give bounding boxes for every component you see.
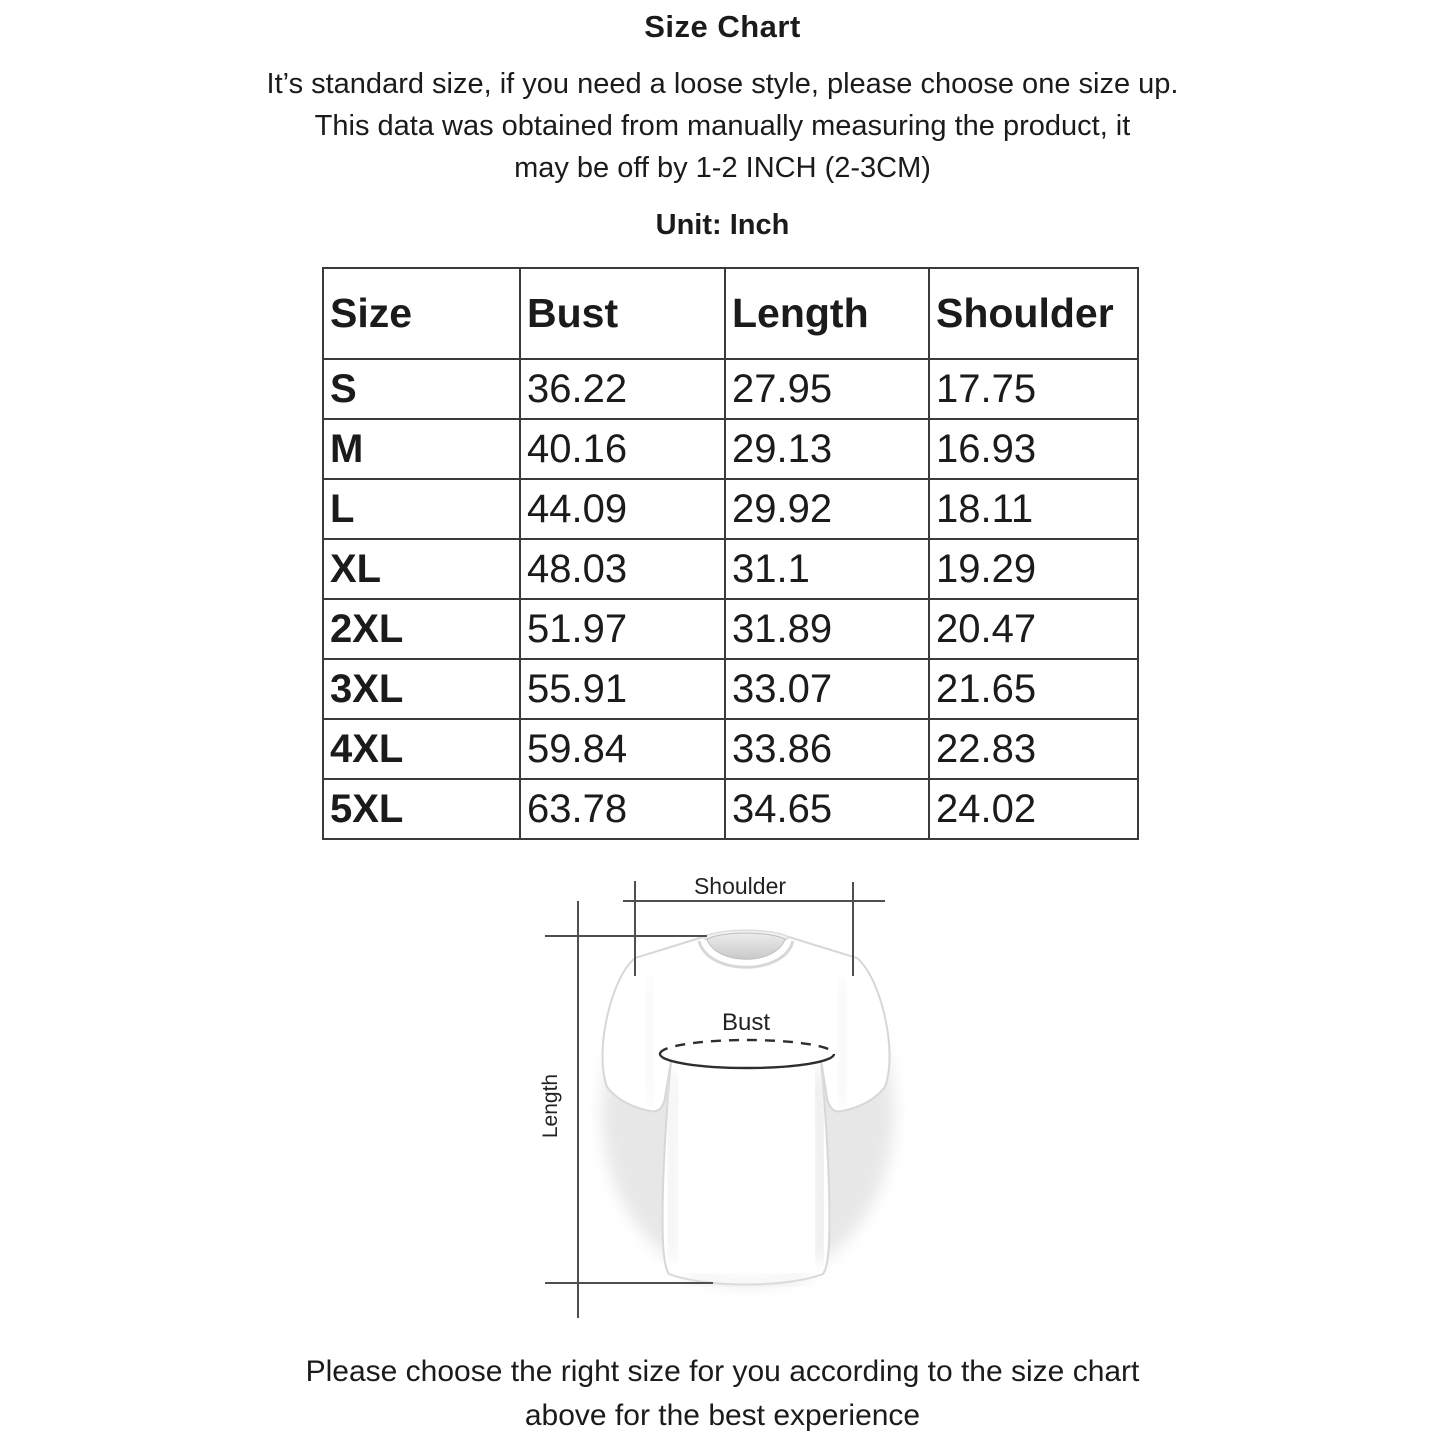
footer-note <box>0 1350 1445 1438</box>
unit-label: Unit: Inch <box>655 209 790 241</box>
table-row <box>323 539 1138 599</box>
page-title: Size Chart <box>644 9 801 44</box>
footer-line-1: Please choose the right size for you according to the size chart <box>305 1355 1140 1388</box>
table-header-row <box>323 268 1138 359</box>
length-cell: 33.07 <box>725 659 929 719</box>
table-row <box>323 419 1138 479</box>
bust-cell: 40.16 <box>520 419 725 479</box>
length-cell: 31.1 <box>725 539 929 599</box>
disclaimer-line-1: It’s standard size, if you need a loose style, please choose one size up. <box>266 68 1179 100</box>
bust-cell: 48.03 <box>520 539 725 599</box>
length-cell: 29.13 <box>725 419 929 479</box>
shoulder-cell: 20.47 <box>929 599 1138 659</box>
size-disclaimer-text <box>0 63 1445 189</box>
shoulder-cell: 21.65 <box>929 659 1138 719</box>
header-size: Size <box>323 268 520 359</box>
length-label: Length <box>539 1073 562 1139</box>
size-cell: 5XL <box>323 779 520 839</box>
shoulder-cell: 24.02 <box>929 779 1138 839</box>
bust-cell: 44.09 <box>520 479 725 539</box>
shoulder-cell: 18.11 <box>929 479 1138 539</box>
size-cell: 4XL <box>323 719 520 779</box>
length-cell: 34.65 <box>725 779 929 839</box>
bust-cell: 63.78 <box>520 779 725 839</box>
header-bust: Bust <box>520 268 725 359</box>
length-cell: 31.89 <box>725 599 929 659</box>
measurement-diagram <box>500 858 980 1350</box>
table-row <box>323 659 1138 719</box>
tshirt-diagram-svg <box>500 858 980 1350</box>
bust-label: Bust <box>721 1009 771 1036</box>
table-row <box>323 359 1138 419</box>
header-length: Length <box>725 268 929 359</box>
bust-cell: 59.84 <box>520 719 725 779</box>
size-cell: 3XL <box>323 659 520 719</box>
size-cell: 2XL <box>323 599 520 659</box>
shoulder-cell: 16.93 <box>929 419 1138 479</box>
shoulder-cell: 17.75 <box>929 359 1138 419</box>
bust-cell: 55.91 <box>520 659 725 719</box>
disclaimer-line-3: may be off by 1-2 INCH (2-3CM) <box>514 152 931 184</box>
disclaimer-line-2: This data was obtained from manually measuring the product, it <box>314 110 1131 142</box>
bust-cell: 36.22 <box>520 359 725 419</box>
shoulder-cell: 19.29 <box>929 539 1138 599</box>
size-chart-table <box>322 267 1139 840</box>
table-row <box>323 779 1138 839</box>
length-cell: 33.86 <box>725 719 929 779</box>
shoulder-cell: 22.83 <box>929 719 1138 779</box>
table-row <box>323 719 1138 779</box>
table-row <box>323 599 1138 659</box>
shoulder-label: Shoulder <box>693 873 787 899</box>
size-cell: L <box>323 479 520 539</box>
footer-line-2: above for the best experience <box>524 1399 921 1432</box>
bust-cell: 51.97 <box>520 599 725 659</box>
length-cell: 29.92 <box>725 479 929 539</box>
size-cell: M <box>323 419 520 479</box>
length-cell: 27.95 <box>725 359 929 419</box>
size-cell: XL <box>323 539 520 599</box>
size-cell: S <box>323 359 520 419</box>
header-shoulder: Shoulder <box>929 268 1138 359</box>
table-row <box>323 479 1138 539</box>
